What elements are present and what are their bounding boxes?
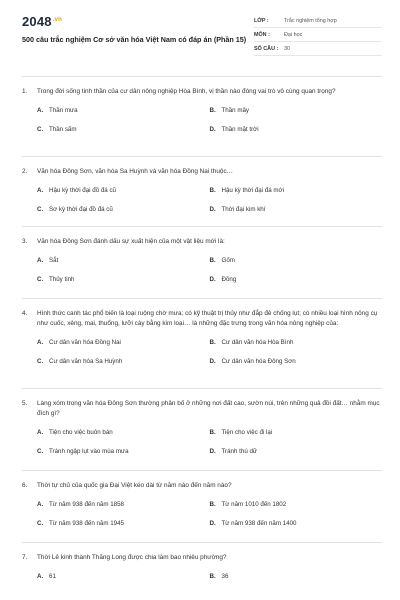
option-letter: B. bbox=[209, 339, 216, 346]
option-letter: D. bbox=[209, 448, 216, 455]
option-a[interactable] bbox=[37, 501, 210, 508]
question-text: Làng xóm trong văn hóa Đông Sơn thường phân bố ở những nơi đất cao, sườn núi, trên những quả đồi đất… nhằm mục đích gì? bbox=[37, 400, 380, 417]
option-b[interactable] bbox=[210, 573, 383, 580]
option-letter: A. bbox=[37, 107, 44, 114]
option-text: Hậu kỳ thời đại đồ đá cũ bbox=[49, 187, 117, 194]
option-letter: A. bbox=[37, 573, 44, 580]
option-d[interactable] bbox=[210, 520, 383, 527]
option-text: Tiện cho việc đi lại bbox=[221, 429, 273, 436]
meta-value: Đại học bbox=[284, 31, 303, 38]
option-text: Từ năm 938 đến năm 1945 bbox=[49, 520, 125, 527]
question-3 bbox=[22, 226, 382, 298]
logo-main-text: 2048 bbox=[22, 14, 52, 29]
option-text: Cư dân văn hóa Sa Huỳnh bbox=[49, 358, 123, 365]
option-text: Cư dân văn hóa Đồng Nai bbox=[49, 339, 121, 346]
question-text: Trong đời sống tinh thần của cư dân nông nghiệp Hòa Bình, vị thần nào đóng vai trò vô cùng quan trọng? bbox=[37, 88, 336, 95]
option-letter: D. bbox=[209, 206, 216, 213]
document-title: 500 câu trắc nghiệm Cơ sở văn hóa Việt Nam có đáp án (Phần 15) bbox=[22, 35, 247, 44]
option-text: Từ năm 938 đến năm 1858 bbox=[49, 501, 125, 508]
option-b[interactable] bbox=[210, 501, 383, 508]
option-b[interactable] bbox=[210, 339, 383, 346]
meta-label: SỐ CÂU : bbox=[254, 45, 279, 52]
option-text: Hậu kỳ thời đại đá mới bbox=[221, 187, 284, 194]
option-c[interactable] bbox=[37, 126, 210, 133]
question-text: Thời Lê kinh thành Thăng Long được chia làm bao nhiêu phường? bbox=[37, 554, 227, 561]
question-5 bbox=[22, 388, 382, 470]
option-text: Thủy tinh bbox=[49, 276, 75, 283]
option-text: 61 bbox=[49, 573, 56, 580]
option-c[interactable] bbox=[37, 448, 210, 455]
meta-row-class bbox=[254, 14, 382, 28]
option-letter: C. bbox=[37, 358, 44, 365]
meta-label: LỚP : bbox=[254, 17, 269, 24]
option-text: Cư dân văn hóa Đông Sơn bbox=[221, 358, 296, 365]
options-grid bbox=[37, 429, 382, 455]
option-d[interactable] bbox=[210, 358, 383, 365]
option-text: Đồng bbox=[221, 276, 237, 283]
option-letter: B. bbox=[209, 429, 216, 436]
option-letter: C. bbox=[37, 126, 44, 133]
meta-value: Trắc nghiệm tổng hợp bbox=[284, 17, 337, 24]
option-letter: B. bbox=[209, 187, 216, 194]
option-letter: D. bbox=[209, 358, 216, 365]
question-number: 4. bbox=[22, 310, 28, 317]
option-text: Sơ kỳ thời đại đồ đá cũ bbox=[49, 206, 113, 213]
option-b[interactable] bbox=[210, 187, 383, 194]
option-letter: B. bbox=[209, 501, 216, 508]
option-text: Gốm bbox=[221, 257, 235, 264]
question-7 bbox=[22, 542, 382, 600]
option-text: Thần sấm bbox=[49, 126, 77, 133]
option-letter: C. bbox=[37, 206, 44, 213]
options-grid bbox=[37, 501, 382, 527]
option-c[interactable] bbox=[37, 206, 210, 213]
option-a[interactable] bbox=[37, 257, 210, 264]
option-text: Cư dân văn hóa Hòa Bình bbox=[221, 339, 294, 346]
option-a[interactable] bbox=[37, 187, 210, 194]
option-text: Từ năm 1010 đến 1802 bbox=[221, 501, 287, 508]
option-b[interactable] bbox=[210, 429, 383, 436]
option-c[interactable] bbox=[37, 520, 210, 527]
option-text: Tránh thú dữ bbox=[221, 448, 258, 455]
option-b[interactable] bbox=[210, 107, 383, 114]
option-letter: A. bbox=[37, 339, 44, 346]
document-header bbox=[22, 14, 382, 76]
question-text: Văn hóa Đông Sơn, văn hóa Sa Huỳnh và văn hóa Đồng Nai thuộc… bbox=[37, 168, 234, 175]
option-c[interactable] bbox=[37, 358, 210, 365]
logo-suffix-text: .vn bbox=[52, 16, 63, 23]
option-text: Tiện cho việc buôn bán bbox=[49, 429, 113, 436]
option-a[interactable] bbox=[37, 107, 210, 114]
question-number: 1. bbox=[22, 88, 28, 95]
option-text: 36 bbox=[221, 573, 229, 580]
option-text: Thời đại kim khí bbox=[221, 206, 266, 213]
header-left bbox=[22, 14, 252, 45]
question-text: Hình thức canh tác phổ biến là loại ruộng chờ mưa; có kỹ thuật trị thủy như đắp đê chống lụt; có nhiều loại hình nông cụ như cuốc, xẻng, mai, thuổng, lưỡi cày bằng kim loại… là những đặc trưng trong văn hóa nông nghiệp của: bbox=[37, 310, 378, 327]
options-grid bbox=[37, 107, 382, 133]
option-letter: B. bbox=[209, 573, 216, 580]
option-letter: A. bbox=[37, 187, 44, 194]
option-a[interactable] bbox=[37, 339, 210, 346]
option-d[interactable] bbox=[210, 206, 383, 213]
option-c[interactable] bbox=[37, 276, 210, 283]
option-letter: C. bbox=[37, 276, 44, 283]
option-letter: D. bbox=[209, 520, 216, 527]
question-2 bbox=[22, 156, 382, 226]
options-grid bbox=[37, 187, 382, 213]
option-a[interactable] bbox=[37, 429, 210, 436]
option-letter: A. bbox=[37, 501, 44, 508]
options-grid bbox=[37, 257, 382, 283]
question-text: Văn hóa Đông Sơn đánh dấu sự xuất hiện của một vật liệu mới là: bbox=[37, 238, 225, 245]
meta-value: 30 bbox=[284, 45, 290, 52]
question-text: Thời tự chủ của quốc gia Đại Việt kéo dài từ năm nào đến năm nào? bbox=[37, 482, 232, 489]
option-letter: C. bbox=[37, 520, 44, 527]
question-6 bbox=[22, 470, 382, 542]
option-d[interactable] bbox=[210, 126, 383, 133]
question-number: 3. bbox=[22, 238, 28, 245]
option-letter: D. bbox=[209, 126, 216, 133]
option-b[interactable] bbox=[210, 257, 383, 264]
option-text: Thần mây bbox=[221, 107, 250, 114]
question-4 bbox=[22, 298, 382, 388]
meta-row-count bbox=[254, 42, 382, 56]
document-meta-table bbox=[254, 14, 382, 56]
meta-row-subject bbox=[254, 28, 382, 42]
option-letter: C. bbox=[37, 448, 44, 455]
question-number: 7. bbox=[22, 554, 28, 561]
option-letter: A. bbox=[37, 257, 44, 264]
option-text: Sắt bbox=[49, 257, 59, 264]
question-number: 6. bbox=[22, 482, 28, 489]
options-grid bbox=[37, 573, 382, 580]
option-letter: D. bbox=[209, 276, 216, 283]
option-letter: B. bbox=[209, 107, 216, 114]
option-text: Thần mặt trời bbox=[221, 126, 259, 133]
option-d[interactable] bbox=[210, 448, 383, 455]
option-d[interactable] bbox=[210, 276, 383, 283]
option-letter: B. bbox=[209, 257, 216, 264]
option-text: Từ năm 938 đến năm 1400 bbox=[221, 520, 297, 527]
meta-label: MÔN : bbox=[254, 31, 270, 38]
question-number: 2. bbox=[22, 168, 28, 175]
site-logo[interactable] bbox=[22, 14, 252, 29]
question-number: 5. bbox=[22, 400, 28, 407]
option-letter: A. bbox=[37, 429, 44, 436]
option-text: Tránh ngập lụt vào mùa mưa bbox=[49, 448, 129, 455]
option-a[interactable] bbox=[37, 573, 210, 580]
options-grid bbox=[37, 339, 382, 365]
question-1 bbox=[22, 76, 382, 156]
option-text: Thần mưa bbox=[49, 107, 78, 114]
